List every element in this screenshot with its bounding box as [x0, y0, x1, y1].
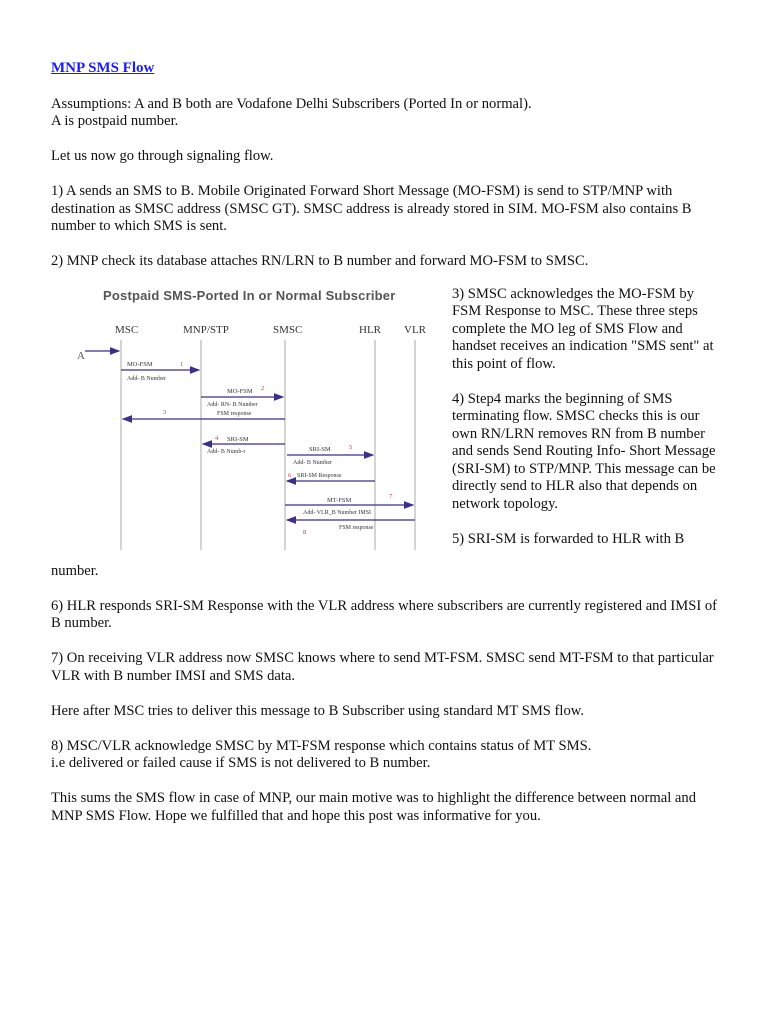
- page-title-link[interactable]: MNP SMS Flow: [51, 60, 155, 76]
- label-add-b-2: Add- B Numb-r: [207, 448, 246, 455]
- mt-sms-paragraph: Here after MSC tries to deliver this message to B Subscriber using standard MT SMS flow.: [51, 702, 585, 719]
- label-add-b-3: Add- B Number: [293, 459, 332, 466]
- node-hlr: HLR: [359, 323, 381, 336]
- node-msc: MSC: [115, 323, 139, 336]
- node-mnp-stp: MNP/STP: [183, 323, 229, 336]
- label-add-rn: Add- RN- B Number: [207, 401, 258, 408]
- step-1-paragraph: 1) A sends an SMS to B. Mobile Originated Forward Short Message (MO-FSM) is send to STP/MNP with destination as SMSC address (SMSC GT). SMSC address is already stored in SIM. MO-FSM also contains B number to which SMS is sent.: [51, 183, 692, 234]
- step-8-paragraph: 8) MSC/VLR acknowledge SMSC by MT-FSM response which contains status of MT SMS.: [51, 737, 592, 754]
- step-5: 5: [349, 443, 353, 451]
- step-5-continuation: number.: [51, 562, 99, 579]
- document-page: [51, 60, 721, 825]
- step-4: 4: [215, 434, 219, 442]
- label-sri-sm-2: SRI-SM: [309, 445, 331, 453]
- label-add-vlr: Add- VLR_B Number IMSI: [303, 509, 372, 516]
- node-vlr: VLR: [404, 323, 426, 336]
- postpaid-line: A is postpaid number.: [51, 113, 179, 129]
- step-8: 8: [303, 528, 307, 536]
- intro-paragraph: Let us now go through signaling flow.: [51, 148, 274, 164]
- step-8-detail: i.e delivered or failed cause if SMS is not delivered to B number.: [51, 755, 431, 771]
- summary-paragraph: This sums the SMS flow in case of MNP, our main motive was to highlight the difference between normal and MNP SMS Flow. Hope we fulfilled that and hope this post was informative for you.: [51, 790, 696, 824]
- node-smsc: SMSC: [273, 323, 303, 336]
- side-column: [452, 286, 724, 549]
- signaling-flow-diagram: [77, 288, 455, 558]
- step-5-paragraph: 5) SRI-SM is forwarded to HLR with B: [452, 530, 685, 547]
- figure-row: [51, 285, 721, 563]
- step-7: 7: [389, 492, 393, 500]
- label-mt-fsm: MT-FSM: [327, 496, 352, 504]
- step-1: 1: [180, 360, 184, 368]
- step-4-paragraph: 4) Step4 marks the beginning of SMS terminating flow. SMSC checks this is our own RN/LRN removes RN from B number and sends Send Routing Info- Short Message (SRI-SM) to STP/MNP. This message can be directly send to HLR also that depends on network topology.: [452, 390, 716, 512]
- label-add-b: Add- B Number: [127, 375, 166, 382]
- step-3-paragraph: 3) SMSC acknowledges the MO-FSM by FSM Response to MSC. These three steps complete the MO leg of SMS Flow and handset receives an indication "SMS sent" at this point of flow.: [452, 285, 714, 372]
- step-2-paragraph: 2) MNP check its database attaches RN/LRN to B number and forward MO-FSM to SMSC.: [51, 253, 589, 269]
- step-6: 6: [288, 471, 292, 479]
- diagram-title: Postpaid SMS-Ported In or Normal Subscriber: [103, 287, 396, 303]
- step-2: 2: [261, 384, 265, 392]
- label-sri-sm: SRI-SM: [227, 435, 249, 443]
- step-3: 3: [163, 408, 167, 416]
- step-6-paragraph: 6) HLR responds SRI-SM Response with the VLR address where subscribers are currently registered and IMSI of B number.: [51, 597, 718, 631]
- label-fsm-response-2: FSM response: [339, 524, 374, 531]
- assumptions-line: Assumptions: A and B both are Vodafone Delhi Subscribers (Ported In or normal).: [51, 95, 532, 112]
- origin-a-label: A: [77, 349, 85, 362]
- label-sri-response: SRI-SM Response: [297, 472, 342, 479]
- label-fsm-response: FSM response: [217, 410, 252, 417]
- step-7-paragraph: 7) On receiving VLR address now SMSC knows where to send MT-FSM. SMSC send MT-FSM to that particular VLR with B number IMSI and SMS data.: [51, 650, 714, 684]
- label-mo-fsm-2: MO-FSM: [227, 387, 253, 395]
- label-mo-fsm: MO-FSM: [127, 360, 153, 368]
